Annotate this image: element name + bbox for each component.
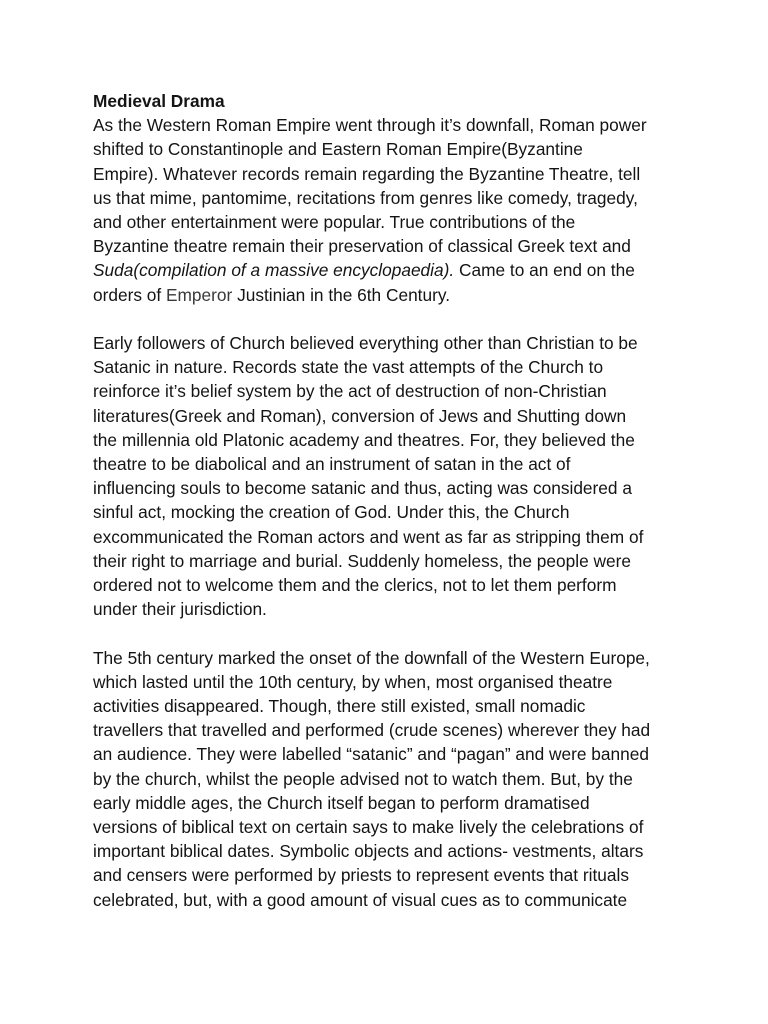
text-line: reinforce it’s belief system by the act of destruction of non-Christian xyxy=(93,381,607,402)
text-line: The 5th century marked the onset of the downfall of the Western Europe, xyxy=(93,647,650,668)
text-line: theatre to be diabolical and an instrument of satan in the act of xyxy=(93,454,571,475)
text-line: an audience. They were labelled “satanic” and “pagan” and were banned xyxy=(93,744,649,765)
text-line xyxy=(93,258,683,282)
emperor-word: Emperor xyxy=(166,284,233,305)
text-line: and censers were performed by priests to represent events that rituals xyxy=(93,865,629,886)
text-line: Byzantine theatre remain their preservation of classical Greek text and xyxy=(93,236,631,257)
text-line xyxy=(93,283,683,307)
text-line: influencing souls to become satanic and thus, acting was considered a xyxy=(93,478,632,499)
text-line: literatures(Greek and Roman), conversion of Jews and Shutting down xyxy=(93,405,627,426)
text-line: Satanic in nature. Records state the vast attempts of the Church to xyxy=(93,357,604,378)
text-line: Empire). Whatever records remain regarding the Byzantine Theatre, tell xyxy=(93,163,641,184)
text-line: travellers that travelled and performed (crude scenes) wherever they had xyxy=(93,720,651,741)
text-line: excommunicated the Roman actors and went as far as stripping them of xyxy=(93,526,644,547)
text-line: versions of biblical text on certain says to make lively the celebrations of xyxy=(93,817,644,838)
text-line: important biblical dates. Symbolic objects and actions- vestments, altars xyxy=(93,841,644,862)
paragraph-byzantine xyxy=(93,113,683,307)
text-line: by the church, whilst the people advised not to watch them. But, by the xyxy=(93,768,633,789)
text-line: celebrated, but, with a good amount of visual cues as to communicate xyxy=(93,889,628,910)
text-line: their right to marriage and burial. Suddenly homeless, the people were xyxy=(93,550,631,571)
text-line: us that mime, pantomime, recitations from genres like comedy, tragedy, xyxy=(93,187,638,208)
text-line: early middle ages, the Church itself began to perform dramatised xyxy=(93,792,590,813)
paragraph-church xyxy=(93,331,683,621)
text-fragment: orders of xyxy=(93,284,166,305)
document-title: Medieval Drama xyxy=(93,91,225,111)
text-line: the millennia old Platonic academy and theatres. For, they believed the xyxy=(93,429,635,450)
text-line: ordered not to welcome them and the clerics, not to let them perform xyxy=(93,575,617,596)
text-line: under their jurisdiction. xyxy=(93,599,267,620)
text-line: sinful act, mocking the creation of God. Under this, the Church xyxy=(93,502,570,523)
text-line: which lasted until the 10th century, by when, most organised theatre xyxy=(93,671,613,692)
document-page xyxy=(93,89,683,936)
text-line: activities disappeared. Though, there still existed, small nomadic xyxy=(93,696,586,717)
text-fragment: Came to an end on the xyxy=(454,260,635,281)
italic-term-suda: Suda(compilation of a massive encyclopaedia). xyxy=(93,260,455,281)
text-line: As the Western Roman Empire went through it’s downfall, Roman power xyxy=(93,115,647,136)
text-line: Early followers of Church believed everything other than Christian to be xyxy=(93,333,638,354)
text-line: shifted to Constantinople and Eastern Roman Empire(Byzantine xyxy=(93,139,583,160)
text-fragment: Justinian in the 6th Century. xyxy=(232,284,451,305)
text-line: and other entertainment were popular. True contributions of the xyxy=(93,212,576,233)
paragraph-fifth-century xyxy=(93,646,683,912)
